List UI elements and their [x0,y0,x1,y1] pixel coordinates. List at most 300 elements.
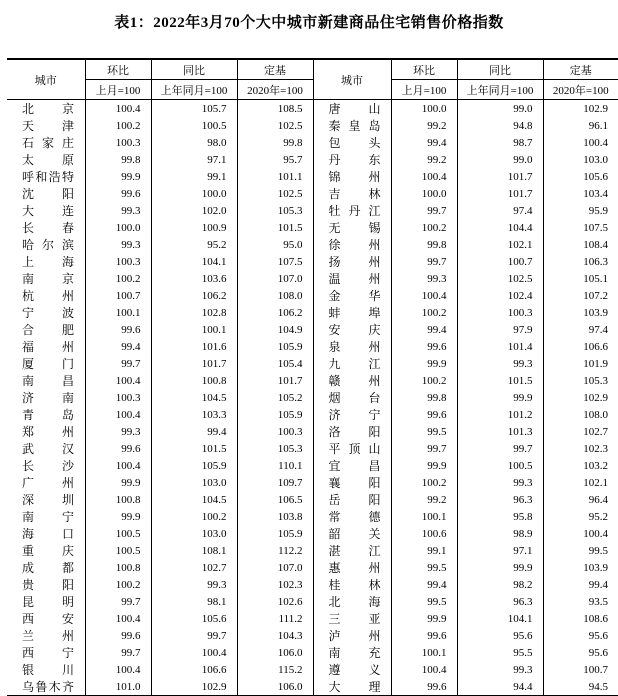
fixed-value: 101.5 [237,219,313,236]
yoy-value: 102.9 [151,678,237,696]
table-row [7,338,618,355]
mom-value: 100.2 [391,219,457,236]
city-cell [7,321,85,338]
yoy-value: 99.0 [457,100,543,118]
city-name: 宁波 [22,306,74,320]
city-cell [313,389,391,406]
fixed-value: 115.2 [237,661,313,678]
city-name: 遵义 [328,663,381,677]
fixed-value: 95.6 [543,644,618,661]
city-name: 徐州 [328,238,381,252]
city-name: 三亚 [328,612,381,626]
yoy-value: 102.4 [457,287,543,304]
city-name: 金华 [328,289,381,303]
city-name: 南京 [22,272,74,286]
yoy-value: 99.3 [457,355,543,372]
city-name: 西宁 [22,646,74,660]
mom-value: 99.7 [85,644,151,661]
yoy-value: 98.2 [457,576,543,593]
fixed-value: 96.4 [543,491,618,508]
fixed-value: 97.4 [543,321,618,338]
header-city-right: 城市 [313,59,391,100]
fixed-value: 93.5 [543,593,618,610]
city-name: 银川 [22,663,74,677]
mom-value: 99.6 [391,678,457,696]
mom-value: 99.9 [391,457,457,474]
city-name: 济南 [22,391,74,405]
mom-value: 100.8 [85,491,151,508]
yoy-value: 100.9 [151,219,237,236]
mom-value: 99.7 [391,202,457,219]
mom-value: 99.6 [391,338,457,355]
fixed-value: 102.3 [237,576,313,593]
fixed-value: 108.0 [543,406,618,423]
table-row [7,117,618,134]
mom-value: 99.7 [391,440,457,457]
yoy-value: 99.9 [457,559,543,576]
yoy-value: 100.2 [151,508,237,525]
header-fixed-right: 定基 [543,59,618,80]
city-name: 常德 [328,510,381,524]
mom-value: 99.4 [391,576,457,593]
fixed-value: 99.8 [237,134,313,151]
city-name: 赣州 [328,374,381,388]
header-yoy-base-right: 上年同月=100 [457,80,543,100]
fixed-value: 105.9 [237,406,313,423]
city-name: 厦门 [22,357,74,371]
city-cell [313,151,391,168]
city-cell [7,117,85,134]
header-yoy-left: 同比 [151,59,237,80]
yoy-value: 104.4 [457,219,543,236]
city-name: 南充 [328,646,381,660]
city-name: 安庆 [328,323,381,337]
fixed-value: 107.2 [543,287,618,304]
mom-value: 99.2 [391,151,457,168]
yoy-value: 99.0 [457,151,543,168]
table-title: 表1：2022年3月70个大中城市新建商品住宅销售价格指数 [114,15,504,31]
mom-value: 100.1 [391,508,457,525]
city-name: 兰州 [22,629,74,643]
fixed-value: 111.2 [237,610,313,627]
yoy-value: 105.6 [151,610,237,627]
mom-value: 100.3 [85,134,151,151]
city-cell [7,151,85,168]
fixed-value: 103.9 [543,304,618,321]
mom-value: 100.4 [85,457,151,474]
yoy-value: 95.5 [457,644,543,661]
mom-value: 100.0 [391,185,457,202]
fixed-value: 106.6 [543,338,618,355]
city-cell [313,338,391,355]
yoy-value: 100.4 [151,644,237,661]
city-name: 哈尔滨 [22,238,74,252]
city-cell [7,576,85,593]
yoy-value: 104.5 [151,491,237,508]
city-cell [313,253,391,270]
city-name: 天津 [22,119,74,133]
city-name: 宜昌 [328,459,381,473]
city-cell [7,236,85,253]
fixed-value: 105.1 [543,270,618,287]
header-mom-right: 环比 [391,59,457,80]
table-row [7,559,618,576]
table-row [7,304,618,321]
yoy-value: 102.0 [151,202,237,219]
city-cell [313,542,391,559]
fixed-value: 105.6 [543,168,618,185]
city-name: 大连 [22,204,74,218]
fixed-value: 108.5 [237,100,313,118]
city-name: 西安 [22,612,74,626]
fixed-value: 105.4 [237,355,313,372]
city-name: 湛江 [328,544,381,558]
city-cell [7,610,85,627]
city-cell [7,457,85,474]
city-cell [7,661,85,678]
city-cell [313,644,391,661]
city-name: 北京 [22,102,74,116]
mom-value: 100.3 [85,389,151,406]
mom-value: 99.6 [85,321,151,338]
fixed-value: 102.3 [543,440,618,457]
mom-value: 100.2 [391,304,457,321]
mom-value: 100.2 [85,576,151,593]
city-cell [313,372,391,389]
yoy-value: 101.5 [151,440,237,457]
table-row [7,525,618,542]
city-name: 扬州 [328,255,381,269]
table-row [7,253,618,270]
table-row [7,355,618,372]
city-name: 泉州 [328,340,381,354]
city-cell [7,185,85,202]
table-row [7,576,618,593]
city-cell [313,134,391,151]
yoy-value: 100.3 [457,304,543,321]
mom-value: 100.1 [85,304,151,321]
yoy-value: 102.8 [151,304,237,321]
yoy-value: 102.7 [151,559,237,576]
fixed-value: 108.6 [543,610,618,627]
table-header [7,59,618,100]
city-cell [7,219,85,236]
mom-value: 100.2 [391,474,457,491]
yoy-value: 96.3 [457,491,543,508]
city-cell [7,678,85,696]
city-name: 昆明 [22,595,74,609]
city-name: 合肥 [22,323,74,337]
table-row [7,202,618,219]
yoy-value: 101.7 [457,185,543,202]
header-fixed-left: 定基 [237,59,313,80]
city-name: 贵阳 [22,578,74,592]
table-row [7,610,618,627]
table-row [7,219,618,236]
city-name: 九江 [328,357,381,371]
yoy-value: 101.7 [457,168,543,185]
mom-value: 100.7 [85,287,151,304]
city-name: 洛阳 [328,425,381,439]
yoy-value: 95.6 [457,627,543,644]
city-name: 深圳 [22,493,74,507]
city-cell [7,508,85,525]
table-row [7,491,618,508]
city-name: 石家庄 [22,136,74,150]
yoy-value: 94.4 [457,678,543,696]
city-name: 岳阳 [328,493,381,507]
city-cell [7,253,85,270]
city-name: 沈阳 [22,187,74,201]
fixed-value: 109.7 [237,474,313,491]
city-cell [7,372,85,389]
mom-value: 100.4 [85,100,151,118]
mom-value: 100.3 [85,253,151,270]
fixed-value: 106.0 [237,678,313,696]
mom-value: 100.4 [391,287,457,304]
yoy-value: 103.3 [151,406,237,423]
fixed-value: 108.4 [543,236,618,253]
city-cell [313,491,391,508]
city-cell [7,202,85,219]
fixed-value: 105.9 [237,525,313,542]
city-name: 无锡 [328,221,381,235]
fixed-value: 103.8 [237,508,313,525]
price-index-table [7,58,618,696]
city-name: 长沙 [22,459,74,473]
city-name: 成都 [22,561,74,575]
mom-value: 99.9 [85,168,151,185]
yoy-value: 105.9 [151,457,237,474]
mom-value: 100.4 [85,610,151,627]
yoy-value: 103.0 [151,474,237,491]
yoy-value: 104.1 [457,610,543,627]
yoy-value: 105.7 [151,100,237,118]
city-cell [313,508,391,525]
city-cell [7,338,85,355]
city-cell [313,287,391,304]
fixed-value: 102.7 [543,423,618,440]
city-cell [313,610,391,627]
yoy-value: 98.9 [457,525,543,542]
city-name: 重庆 [22,544,74,558]
table-row [7,185,618,202]
fixed-value: 104.3 [237,627,313,644]
yoy-value: 100.1 [151,321,237,338]
city-cell [313,270,391,287]
mom-value: 99.7 [85,593,151,610]
header-yoy-right: 同比 [457,59,543,80]
yoy-value: 100.7 [457,253,543,270]
city-name: 青岛 [22,408,74,422]
yoy-value: 94.8 [457,117,543,134]
mom-value: 100.6 [391,525,457,542]
yoy-value: 104.5 [151,389,237,406]
fixed-value: 108.0 [237,287,313,304]
table-row [7,270,618,287]
city-name: 桂林 [328,578,381,592]
city-name: 海口 [22,527,74,541]
city-cell [313,593,391,610]
header-mom-base-right: 上月=100 [391,80,457,100]
fixed-value: 105.3 [543,372,618,389]
city-name: 韶关 [328,527,381,541]
mom-value: 99.8 [391,236,457,253]
header-row-bases [7,80,618,100]
mom-value: 100.5 [85,542,151,559]
fixed-value: 106.0 [237,644,313,661]
fixed-value: 102.5 [237,185,313,202]
mom-value: 99.6 [85,440,151,457]
table-row [7,389,618,406]
table-row [7,457,618,474]
yoy-value: 101.5 [457,372,543,389]
fixed-value: 102.9 [543,100,618,118]
mom-value: 100.0 [85,219,151,236]
city-cell [7,525,85,542]
fixed-value: 101.9 [543,355,618,372]
yoy-value: 103.0 [151,525,237,542]
city-cell [313,406,391,423]
mom-value: 101.0 [85,678,151,696]
mom-value: 99.1 [391,542,457,559]
fixed-value: 95.2 [543,508,618,525]
city-cell [7,406,85,423]
table-row [7,644,618,661]
city-name: 北海 [328,595,381,609]
mom-value: 100.1 [391,644,457,661]
fixed-value: 101.1 [237,168,313,185]
fixed-value: 107.5 [543,219,618,236]
mom-value: 99.3 [85,202,151,219]
yoy-value: 97.4 [457,202,543,219]
city-cell [7,559,85,576]
yoy-value: 99.4 [151,423,237,440]
city-cell [313,304,391,321]
yoy-value: 96.3 [457,593,543,610]
fixed-value: 103.4 [543,185,618,202]
city-name: 襄阳 [328,476,381,490]
yoy-value: 101.3 [457,423,543,440]
header-yoy-base-left: 上年同月=100 [151,80,237,100]
city-cell [313,440,391,457]
fixed-value: 100.7 [543,661,618,678]
fixed-value: 96.1 [543,117,618,134]
yoy-value: 99.9 [457,389,543,406]
mom-value: 100.4 [85,406,151,423]
yoy-value: 97.1 [457,542,543,559]
fixed-value: 103.9 [543,559,618,576]
fixed-value: 103.2 [543,457,618,474]
fixed-value: 112.2 [237,542,313,559]
table-row [7,542,618,559]
city-name: 大理 [328,680,381,694]
yoy-value: 99.3 [457,661,543,678]
table-row [7,440,618,457]
table-row [7,678,618,696]
table-row [7,423,618,440]
yoy-value: 108.1 [151,542,237,559]
mom-value: 99.5 [391,593,457,610]
city-name: 长春 [22,221,74,235]
mom-value: 99.6 [391,627,457,644]
yoy-value: 106.2 [151,287,237,304]
mom-value: 99.3 [391,270,457,287]
fixed-value: 99.5 [543,542,618,559]
city-name: 呼和浩特 [22,170,74,184]
city-cell [7,304,85,321]
mom-value: 99.2 [391,117,457,134]
fixed-value: 105.3 [237,440,313,457]
table-row [7,134,618,151]
city-name: 烟台 [328,391,381,405]
mom-value: 99.4 [391,134,457,151]
mom-value: 99.3 [85,236,151,253]
yoy-value: 102.5 [457,270,543,287]
city-name: 南昌 [22,374,74,388]
yoy-value: 97.9 [457,321,543,338]
city-name: 温州 [328,272,381,286]
city-cell [313,168,391,185]
yoy-value: 97.1 [151,151,237,168]
city-cell [7,627,85,644]
mom-value: 100.2 [85,270,151,287]
yoy-value: 99.3 [151,576,237,593]
table-row [7,168,618,185]
city-cell [313,576,391,593]
city-name: 乌鲁木齐 [22,680,74,694]
city-name: 杭州 [22,289,74,303]
fixed-value: 105.3 [237,202,313,219]
city-cell [7,168,85,185]
table-row [7,100,618,118]
yoy-value: 101.2 [457,406,543,423]
table-row [7,474,618,491]
city-cell [313,423,391,440]
yoy-value: 95.2 [151,236,237,253]
city-cell [313,100,391,118]
city-cell [313,202,391,219]
city-cell [313,661,391,678]
city-cell [313,185,391,202]
city-name: 福州 [22,340,74,354]
city-cell [7,440,85,457]
city-name: 南宁 [22,510,74,524]
city-cell [313,321,391,338]
header-row-groups [7,59,618,80]
fixed-value: 106.3 [543,253,618,270]
table-row [7,661,618,678]
table-row [7,406,618,423]
mom-value: 100.8 [85,559,151,576]
fixed-value: 94.5 [543,678,618,696]
fixed-value: 95.6 [543,627,618,644]
city-name: 惠州 [328,561,381,575]
mom-value: 99.7 [85,355,151,372]
header-city-left: 城市 [7,59,85,100]
fixed-value: 106.2 [237,304,313,321]
mom-value: 99.5 [391,423,457,440]
fixed-value: 102.9 [543,389,618,406]
mom-value: 100.2 [85,117,151,134]
yoy-value: 102.1 [457,236,543,253]
city-name: 济宁 [328,408,381,422]
city-name: 唐山 [328,102,381,116]
city-cell [313,627,391,644]
yoy-value: 101.6 [151,338,237,355]
yoy-value: 98.0 [151,134,237,151]
mom-value: 100.4 [85,661,151,678]
